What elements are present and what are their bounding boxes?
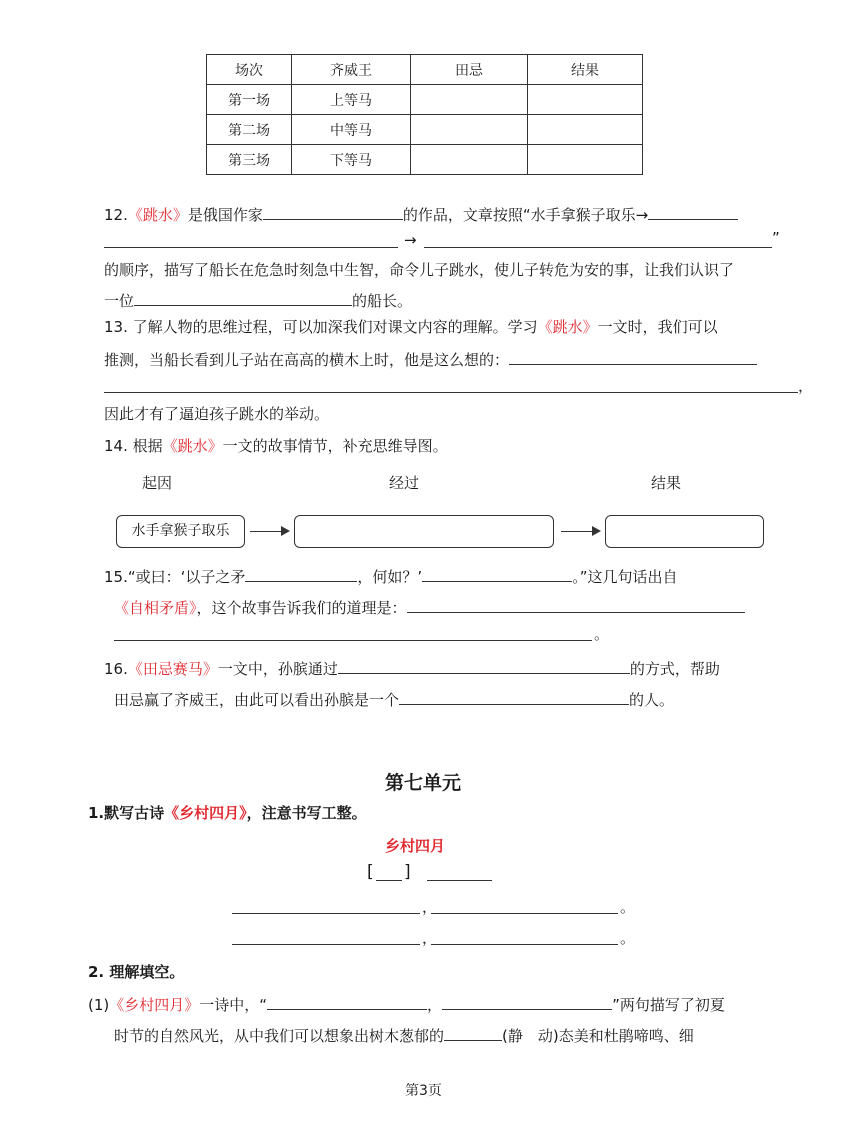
question-number: 15. [104,568,128,586]
mindmap-label-process: 经过 [389,474,420,492]
question-text: 的作品，文章按照“水手拿猴子取乐→ [402,206,649,224]
mindmap-label-result: 结果 [651,474,682,492]
question-text: 时节的自然风光，从中我们可以想象出树木葱郁的 [114,1027,445,1045]
text-title: 《自相矛盾》 [114,599,197,617]
question-number: 12. [104,206,128,224]
question-text: (静 动)态美和杜鹃啼鸣、细 [502,1027,694,1045]
quote-text: ” [772,229,780,247]
question-text: “或曰：‘以子之矛 [127,568,246,586]
author-blank[interactable] [427,880,492,881]
text-title: 《乡村四月》 [109,996,200,1014]
answer-blank[interactable] [407,595,745,613]
mindmap-box-text: 水手拿猴子取乐 [131,523,230,539]
text-title: 《跳水》 [162,437,223,455]
u7-q2-1-line1 [88,992,725,1015]
poem-line-blank[interactable] [232,944,420,945]
question-text: 一诗中，“ [199,996,268,1014]
question-text: 一文时，我们可以 [597,318,718,336]
table-row [207,115,643,145]
table-cell-blank[interactable] [528,85,643,115]
table-cell-blank[interactable] [528,145,643,175]
table-header: 齐威王 [292,55,411,85]
answer-blank[interactable] [399,687,629,705]
table-cell-blank[interactable] [411,85,528,115]
page-number: 第3页 [405,1083,442,1099]
arrow-text: → [404,231,417,249]
question-number: 14. [104,437,128,455]
question-text: 一文中，孙膑通过 [217,660,338,678]
answer-blank[interactable] [134,288,352,306]
text-title: 《跳水》 [127,206,188,224]
table-cell-blank[interactable] [528,115,643,145]
table-header-row [207,55,643,85]
table-header: 场次 [207,55,292,85]
question-text: 田忌赢了齐威王，由此可以看出孙膑是一个 [114,691,400,709]
q14-line1 [104,436,448,456]
answer-blank[interactable] [422,564,572,582]
q15-line2 [114,595,745,618]
question-text: 一位 [104,292,135,310]
q16-line1 [104,656,720,679]
q16-line2 [114,687,674,710]
question-text: 推测，当船长看到儿子站在高高的横木上时，他是这么想的： [104,351,510,369]
u7-q2-1-line2 [114,1023,694,1046]
table-header: 田忌 [411,55,528,85]
question-text: 的顺序，描写了船长在危急时刻急中生智，命令儿子跳水，使儿子转危为安的事，让我们认识了 [104,261,735,279]
arrow-right-icon [561,531,599,532]
q15-line1 [104,564,677,587]
q13-line2 [104,347,757,370]
comma-text: ， [798,377,814,395]
text-title: 《田忌赛马》 [127,660,218,678]
q12-line4 [104,288,412,311]
question-text: ，注意书写工整。 [246,804,367,822]
table-header: 结果 [528,55,643,85]
question-text: ， [427,996,443,1014]
question-text: 默写古诗 [104,804,165,822]
question-text: 因此才有了逼迫孩子跳水的举动。 [104,405,330,423]
u7-q2-title: 2. 理解填空。 [88,963,185,981]
answer-blank[interactable] [245,564,357,582]
answer-blank[interactable] [104,247,398,248]
comma-text: ， [422,929,438,947]
unit-title: 第七单元 [385,772,462,794]
question-text: 的方式，帮助 [629,660,720,678]
answer-blank[interactable] [114,640,592,641]
mindmap-box-process[interactable] [294,515,554,548]
answer-blank[interactable] [267,992,427,1010]
period-text: 。 [594,625,610,643]
answer-blank[interactable] [444,1023,502,1041]
poem-line-blank[interactable] [431,944,618,945]
table-row [207,85,643,115]
table-row [207,145,643,175]
answer-blank[interactable] [648,202,738,220]
q12-line1 [104,202,738,225]
poem-line-blank[interactable] [232,913,420,914]
mindmap-label-cause: 起因 [142,474,173,492]
question-text: 的人。 [629,691,675,709]
question-number: 1. [88,804,105,822]
table-cell: 上等马 [292,85,411,115]
question-text: 是俄国作家 [187,206,263,224]
table-cell-blank[interactable] [411,145,528,175]
text-title: 《跳水》 [537,318,598,336]
table-cell: 第三场 [207,145,292,175]
bracket-close: ] [404,862,411,882]
answer-blank[interactable] [263,202,403,220]
mindmap-box-cause [116,515,245,548]
poem-title: 乡村四月 [385,837,446,855]
u7-q1-line [88,803,367,823]
dynasty-blank[interactable] [376,880,402,881]
bracket-open: [ [367,862,374,882]
question-text: 了解人物的思维过程，可以加深我们对课文内容的理解。学习 [132,318,538,336]
answer-blank[interactable] [338,656,630,674]
question-text: 。”这几句话出自 [572,568,678,586]
period-text: 。 [620,929,636,947]
arrow-right-icon [250,531,288,532]
table-cell-blank[interactable] [411,115,528,145]
answer-blank[interactable] [442,992,612,1010]
table-cell: 中等马 [292,115,411,145]
question-text: 根据 [132,437,163,455]
comma-text: ， [422,898,438,916]
question-number: 16. [104,660,128,678]
table-cell: 下等马 [292,145,411,175]
question-text: ，何如？’ [357,568,423,586]
question-text: 的船长。 [352,292,413,310]
text-title: 《乡村四月》 [164,804,247,822]
answer-blank[interactable] [424,247,772,248]
answer-blank[interactable] [509,347,757,365]
question-text: 一文的故事情节，补充思维导图。 [222,437,448,455]
poem-line-blank[interactable] [431,913,618,914]
mindmap-box-result[interactable] [605,515,764,548]
period-text: 。 [620,898,636,916]
horse-race-table [206,54,643,175]
question-number: 13. [104,318,128,336]
question-text: ”两句描写了初夏 [612,996,725,1014]
question-number: (1) [88,996,110,1014]
table-cell: 第二场 [207,115,292,145]
q13-line1 [104,317,718,337]
answer-blank[interactable] [104,392,798,393]
table-cell: 第一场 [207,85,292,115]
question-text: ，这个故事告诉我们的道理是： [196,599,407,617]
